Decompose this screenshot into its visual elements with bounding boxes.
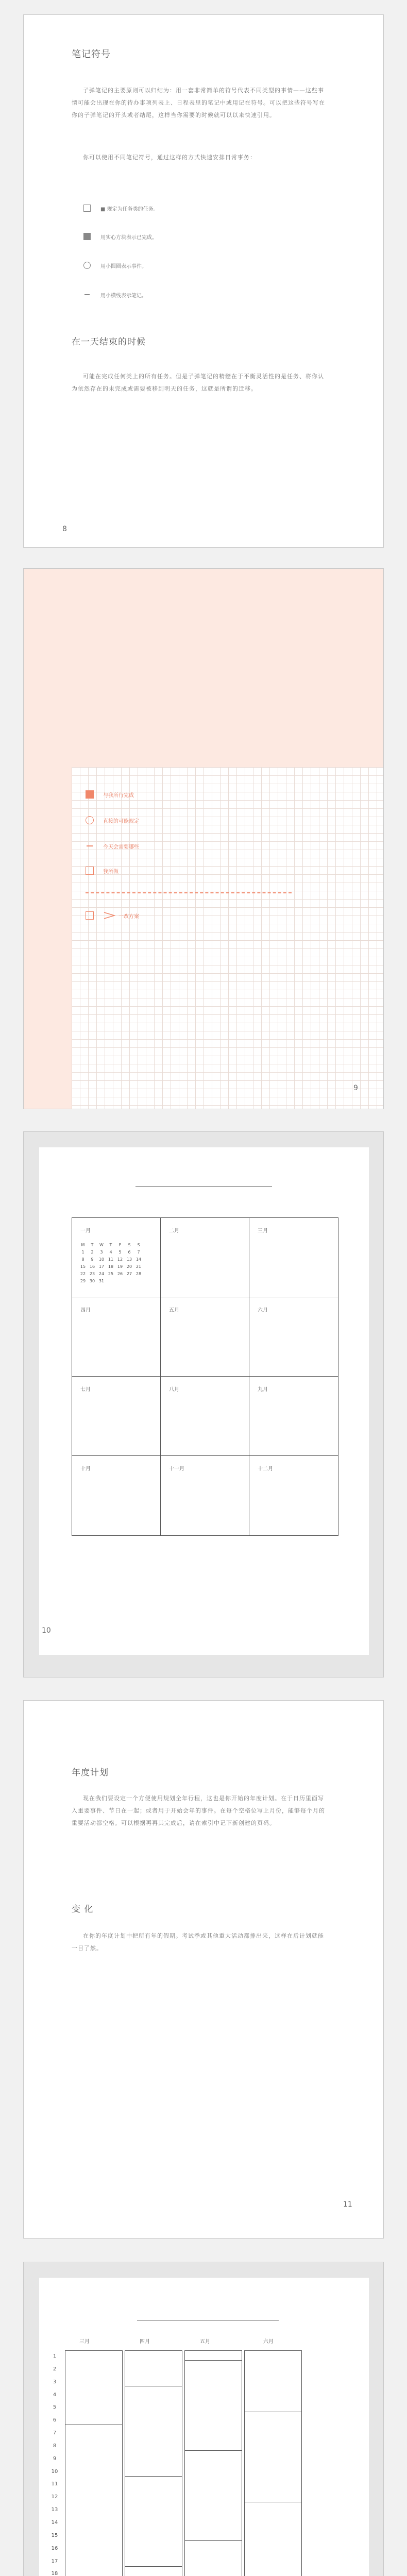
- month-column: [244, 2350, 302, 2576]
- legend-item-note: [83, 290, 147, 300]
- page-number: 11: [343, 2200, 352, 2209]
- month-label: 四月: [140, 2339, 150, 2345]
- open-square-icon: [86, 911, 94, 920]
- day-number: 7: [53, 2430, 57, 2436]
- page-title: 年度计划: [72, 1768, 109, 1778]
- day-number: 11: [108, 1257, 114, 1262]
- weekday-label: F: [118, 1243, 122, 1247]
- day-number: 9: [53, 2455, 57, 2462]
- legend-label: 用小圆圈表示事件。: [100, 263, 147, 269]
- day-number: 27: [126, 1272, 132, 1276]
- day-number: 15: [51, 2532, 58, 2538]
- month-cell: [161, 1218, 249, 1297]
- weekday-label: M: [81, 1243, 85, 1247]
- weekday-label: W: [99, 1243, 104, 1247]
- page-quarter-planner: [23, 2262, 384, 2576]
- circle-icon: [86, 816, 94, 824]
- day-number: 3: [100, 1250, 103, 1255]
- day-number: 12: [117, 1257, 123, 1262]
- grid-legend-item: [86, 790, 134, 799]
- month-cell: [249, 1456, 338, 1535]
- day-number: 4: [109, 1250, 112, 1255]
- day-number: 16: [51, 2545, 58, 2551]
- week-divider: [185, 2450, 242, 2451]
- day-number: 1: [53, 2353, 57, 2359]
- page-symbol-grid: [23, 568, 384, 1109]
- week-divider: [125, 2566, 182, 2567]
- plan-paragraph: 现在我们要设定一个方便使用规划全年行程，这也是你开始的年度计划。在于日历里面写入重要事件、节日在一起；或者用于开始会年的事件。在每个空格位写上月份，能够每个月的重要活动都空格。可以根据再再其完成后，请在索引中记下新创建的页码。: [72, 1795, 325, 1826]
- day-number: 6: [128, 1250, 131, 1255]
- calendar-sheet: [39, 1147, 369, 1655]
- month-column: [125, 2350, 182, 2576]
- dashed-divider: [86, 892, 292, 893]
- day-number: 5: [118, 1250, 122, 1255]
- weekday-label: T: [91, 1243, 94, 1247]
- day-number: 26: [117, 1272, 123, 1276]
- day-number: 4: [53, 2392, 57, 2398]
- month-cell: [72, 1377, 161, 1456]
- intro-paragraph: 子弹笔记的主要原则可以归结为：用一套非常简单的符号代表不同类型的事情——这些事情可能会出现在你的待办事项列表上、日程表里的笔记中或用记在符号。可以把这些符号写在你的子弹笔记的开头或者结尾，这样当你需要的时候就可以以来快速引用。: [72, 87, 325, 118]
- day-number: 24: [98, 1272, 105, 1276]
- day-number: 7: [137, 1250, 140, 1255]
- day-number: 13: [126, 1257, 132, 1262]
- grid-legend-item: [86, 867, 118, 875]
- dash-icon: [86, 842, 94, 850]
- day-number: 19: [117, 1264, 123, 1269]
- month-label: 九月: [258, 1387, 268, 1393]
- day-number: 3: [53, 2379, 57, 2385]
- grid-legend-label: 与我所行完成: [103, 792, 134, 799]
- weekday-label: S: [137, 1243, 140, 1247]
- month-label: 一月: [80, 1228, 91, 1234]
- month-cell: [249, 1218, 338, 1297]
- day-number: 21: [135, 1264, 142, 1269]
- grid-legend-label: 今天会需要哪些: [103, 844, 139, 850]
- day-number: 28: [135, 1272, 142, 1276]
- month-label: 六月: [263, 2339, 274, 2345]
- day-number: 14: [51, 2519, 58, 2526]
- day-number: 6: [53, 2417, 57, 2424]
- day-number: 18: [108, 1264, 114, 1269]
- month-cell: [72, 1297, 161, 1377]
- page-number: 8: [62, 525, 67, 533]
- day-number: 10: [98, 1257, 105, 1262]
- section-title: 变 化: [72, 1904, 94, 1914]
- month-label: 十一月: [169, 1466, 184, 1472]
- weekday-label: T: [109, 1243, 112, 1247]
- page-notation: [23, 14, 384, 548]
- grid-legend-label: 一改方案: [118, 913, 139, 920]
- page-title: 笔记符号: [72, 49, 111, 60]
- day-number: 9: [91, 1257, 94, 1262]
- month-label: 十二月: [258, 1466, 273, 1472]
- year-grid: [72, 1217, 338, 1536]
- week-divider: [125, 2476, 182, 2477]
- month-label: 二月: [169, 1228, 179, 1234]
- month-label: 十月: [80, 1466, 91, 1472]
- page-number: 10: [42, 1626, 51, 1635]
- arrow-icon: [103, 911, 116, 920]
- month-label: 四月: [80, 1308, 91, 1313]
- grid-legend-item: [86, 816, 139, 824]
- grid-legend-label: 直接的可能规定: [103, 818, 139, 824]
- day-number: 30: [89, 1279, 95, 1283]
- open-square-icon: [86, 867, 94, 875]
- day-number: 17: [98, 1264, 105, 1269]
- day-number: 23: [89, 1272, 95, 1276]
- legend-item-completed: [83, 231, 157, 242]
- circle-icon: [83, 261, 91, 269]
- day-number: 14: [135, 1257, 142, 1262]
- page-number: 9: [353, 1084, 358, 1092]
- end-of-day-paragraph: 可能在完成任何类上的所有任务。但是子弹笔记的精髓在于平衡灵活性的是任务、将你认为依然存在的未完成或需要被移到明天的任务，这就是所谓的迁移。: [72, 373, 324, 392]
- legend-label: 用小横线表示笔记。: [100, 293, 147, 299]
- legend-item-task: [83, 203, 159, 213]
- month-label: 三月: [258, 1228, 268, 1234]
- day-number: 18: [51, 2571, 58, 2576]
- month-label: 五月: [200, 2339, 210, 2345]
- month-cell: [72, 1218, 161, 1297]
- day-number: 2: [91, 1250, 94, 1255]
- month-label: 三月: [79, 2339, 90, 2345]
- month-label: 六月: [258, 1308, 268, 1313]
- month-cell: [249, 1297, 338, 1377]
- day-number: 25: [108, 1272, 114, 1276]
- page-annual-plan: [23, 1700, 384, 2239]
- usage-paragraph: 你可以使用不同笔记符号，通过这样的方式快速安排日常事务：: [83, 154, 256, 161]
- day-number: 17: [51, 2558, 58, 2564]
- month-label: 七月: [80, 1387, 91, 1393]
- day-number: 11: [51, 2481, 58, 2487]
- weekday-label: S: [128, 1243, 131, 1247]
- day-number: 2: [53, 2366, 57, 2372]
- month-column: [65, 2350, 123, 2576]
- filled-square-icon: [83, 232, 91, 241]
- day-number: 5: [53, 2404, 57, 2411]
- month-cell: [72, 1456, 161, 1535]
- day-number: 8: [81, 1257, 84, 1262]
- planner-sheet: [39, 2278, 369, 2576]
- month-label: 八月: [169, 1387, 179, 1393]
- month-cell: [161, 1456, 249, 1535]
- change-paragraph: 在你的年度计划中把所有年的假期。考试季或其他重大活动都排出来，这样在后计划就能一目了然。: [72, 1933, 324, 1952]
- filled-square-icon: [86, 790, 94, 799]
- grid-legend-item: [86, 911, 139, 920]
- mini-calendar: [78, 1243, 143, 1283]
- dash-icon: [83, 291, 91, 299]
- day-number: 20: [126, 1264, 132, 1269]
- day-number: 10: [51, 2468, 58, 2475]
- legend-item-event: [83, 260, 147, 270]
- week-divider: [185, 2540, 242, 2541]
- month-cell: [161, 1377, 249, 1456]
- month-label: 五月: [169, 1308, 179, 1313]
- day-number: 15: [80, 1264, 86, 1269]
- day-number-column: [49, 2350, 60, 2576]
- grid-legend-label: 我所做: [103, 869, 118, 875]
- day-number: 13: [51, 2507, 58, 2513]
- day-number: 22: [80, 1272, 86, 1276]
- day-number: 1: [81, 1250, 84, 1255]
- day-number: 8: [53, 2443, 57, 2449]
- day-number: 12: [51, 2494, 58, 2500]
- month-column: [184, 2350, 242, 2576]
- day-number: 29: [80, 1279, 86, 1283]
- day-number: 31: [98, 1279, 105, 1283]
- section-title: 在一天结束的时候: [72, 337, 146, 347]
- week-divider: [185, 2360, 242, 2361]
- month-cell: [249, 1377, 338, 1456]
- month-cell: [161, 1297, 249, 1377]
- day-number: 16: [89, 1264, 95, 1269]
- page-year-calendar: [23, 1131, 384, 1677]
- open-square-icon: [83, 204, 91, 212]
- grid-legend-item: [86, 842, 139, 850]
- legend-label: ■ 规定为任务类的任务。: [100, 206, 159, 212]
- legend-label: 用实心方块表示已完成。: [100, 234, 157, 241]
